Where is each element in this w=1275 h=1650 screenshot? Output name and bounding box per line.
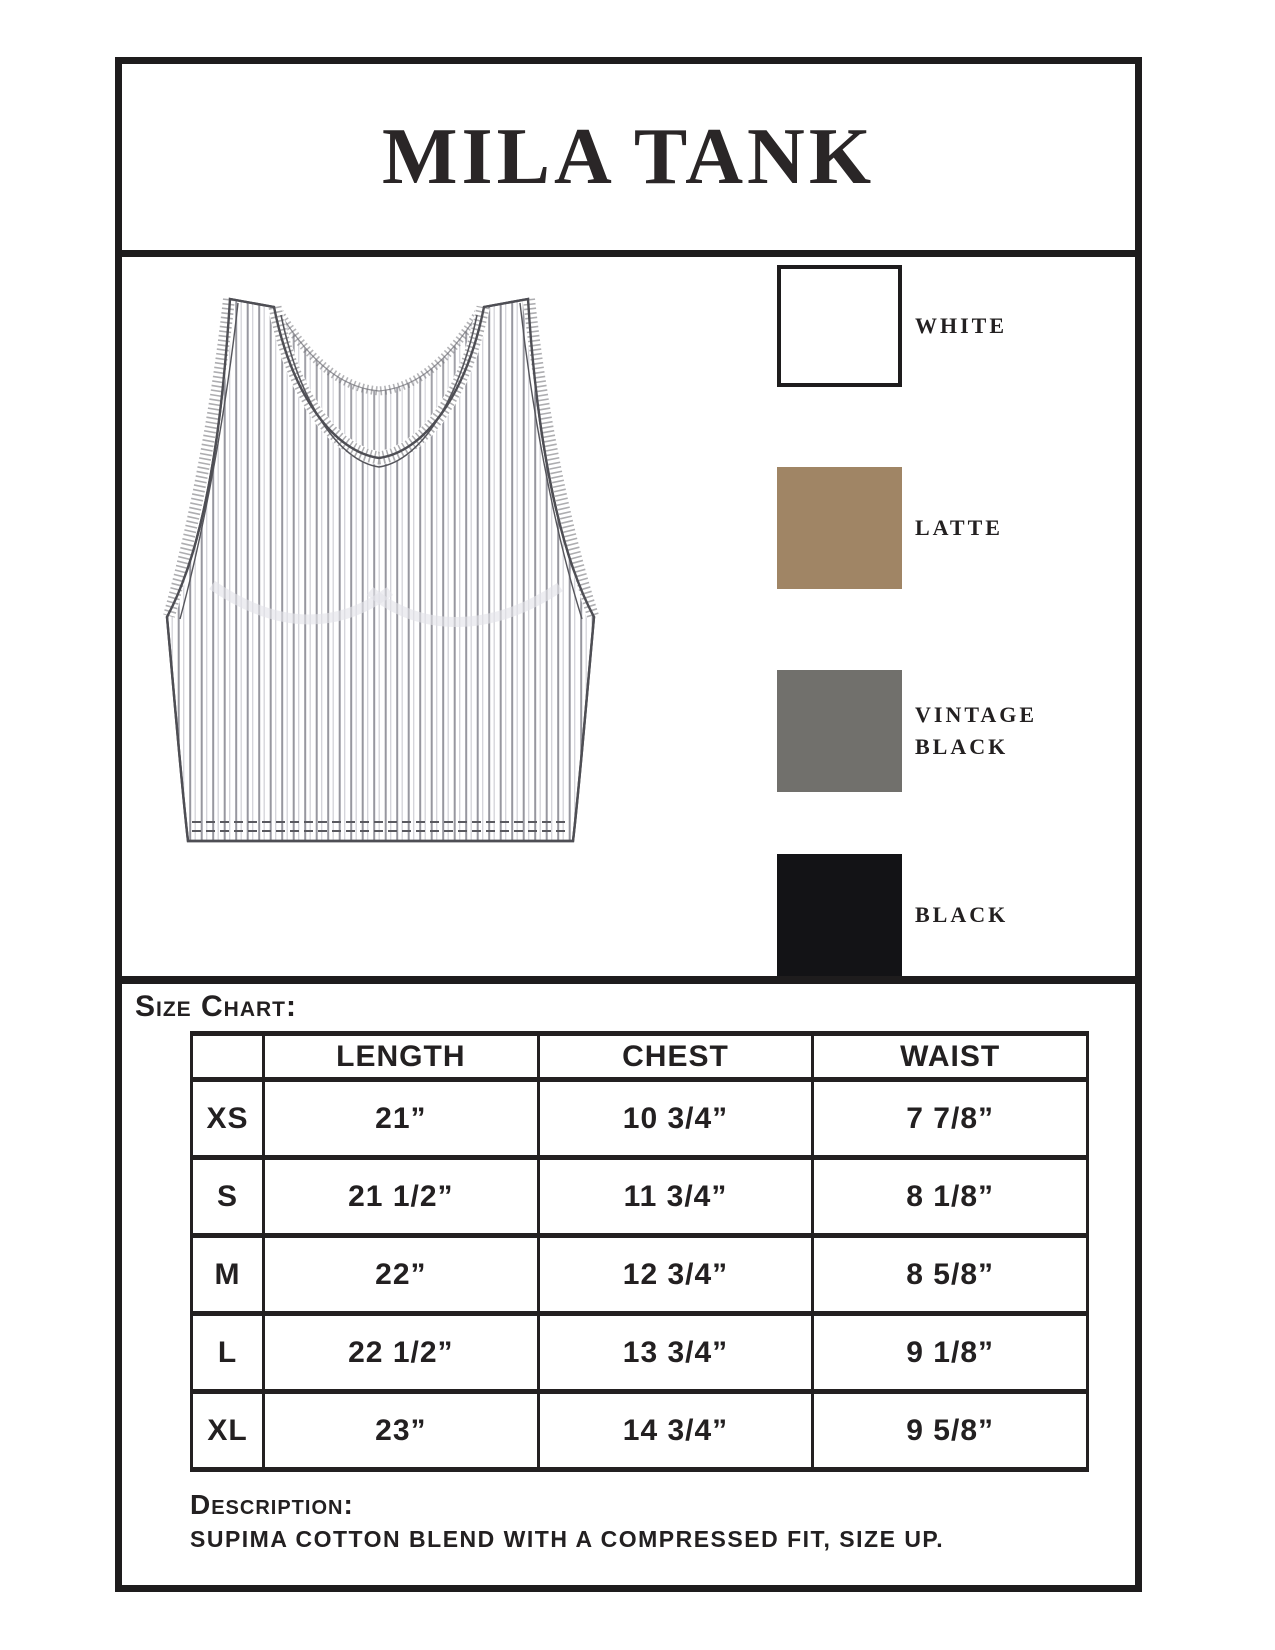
- swatch-white: [777, 265, 1050, 387]
- cell-chest: 12 3/4”: [538, 1236, 813, 1314]
- cell-length: 23”: [264, 1392, 539, 1470]
- cell-waist: 9 1/8”: [813, 1314, 1088, 1392]
- size-chart-table: [190, 1031, 1089, 1472]
- swatch-latte-label: LATTE: [915, 515, 1003, 541]
- table-row-l: [192, 1314, 1088, 1392]
- cell-waist: 9 5/8”: [813, 1392, 1088, 1470]
- table-row-s: [192, 1158, 1088, 1236]
- table-row-m: [192, 1236, 1088, 1314]
- size-chart-heading: Size Chart:: [135, 990, 297, 1023]
- swatch-vintage-black: [777, 670, 1050, 792]
- title-section: [122, 64, 1135, 257]
- cell-waist: 7 7/8”: [813, 1080, 1088, 1158]
- header-waist: WAIST: [813, 1034, 1088, 1080]
- cell-chest: 10 3/4”: [538, 1080, 813, 1158]
- page-title: MILA TANK: [381, 112, 876, 201]
- cell-chest: 11 3/4”: [538, 1158, 813, 1236]
- cell-length: 21”: [264, 1080, 539, 1158]
- cell-chest: 13 3/4”: [538, 1314, 813, 1392]
- table-row-xl: [192, 1392, 1088, 1470]
- cell-size: S: [192, 1158, 264, 1236]
- cell-length: 21 1/2”: [264, 1158, 539, 1236]
- cell-length: 22”: [264, 1236, 539, 1314]
- tank-top-illustration: [142, 285, 617, 865]
- spec-sheet: [115, 57, 1142, 1592]
- header-size: [192, 1034, 264, 1080]
- description-text: SUPIMA COTTON BLEND WITH A COMPRESSED FIT, SIZE UP.: [190, 1526, 945, 1552]
- cell-chest: 14 3/4”: [538, 1392, 813, 1470]
- table-header-row: [192, 1034, 1088, 1080]
- table-row-xs: [192, 1080, 1088, 1158]
- swatch-black-box: [777, 854, 902, 976]
- cell-size: M: [192, 1236, 264, 1314]
- swatch-latte-box: [777, 467, 902, 589]
- swatch-black-label: BLACK: [915, 902, 1009, 928]
- cell-waist: 8 1/8”: [813, 1158, 1088, 1236]
- description-heading: Description:: [190, 1489, 354, 1520]
- swatch-vintage-black-label: VINTAGE BLACK: [915, 702, 1038, 759]
- swatch-black: [777, 854, 1050, 976]
- cell-size: XS: [192, 1080, 264, 1158]
- cell-length: 22 1/2”: [264, 1314, 539, 1392]
- cell-size: XL: [192, 1392, 264, 1470]
- size-chart-section: [122, 984, 1135, 1570]
- swatch-white-box: [777, 265, 902, 387]
- cell-size: L: [192, 1314, 264, 1392]
- illustration-section: [122, 257, 1135, 984]
- swatch-vintage-black-box: [777, 670, 902, 792]
- header-chest: CHEST: [538, 1034, 813, 1080]
- swatch-white-label: WHITE: [915, 313, 1008, 339]
- swatch-latte: [777, 467, 1050, 589]
- cell-waist: 8 5/8”: [813, 1236, 1088, 1314]
- header-length: LENGTH: [264, 1034, 539, 1080]
